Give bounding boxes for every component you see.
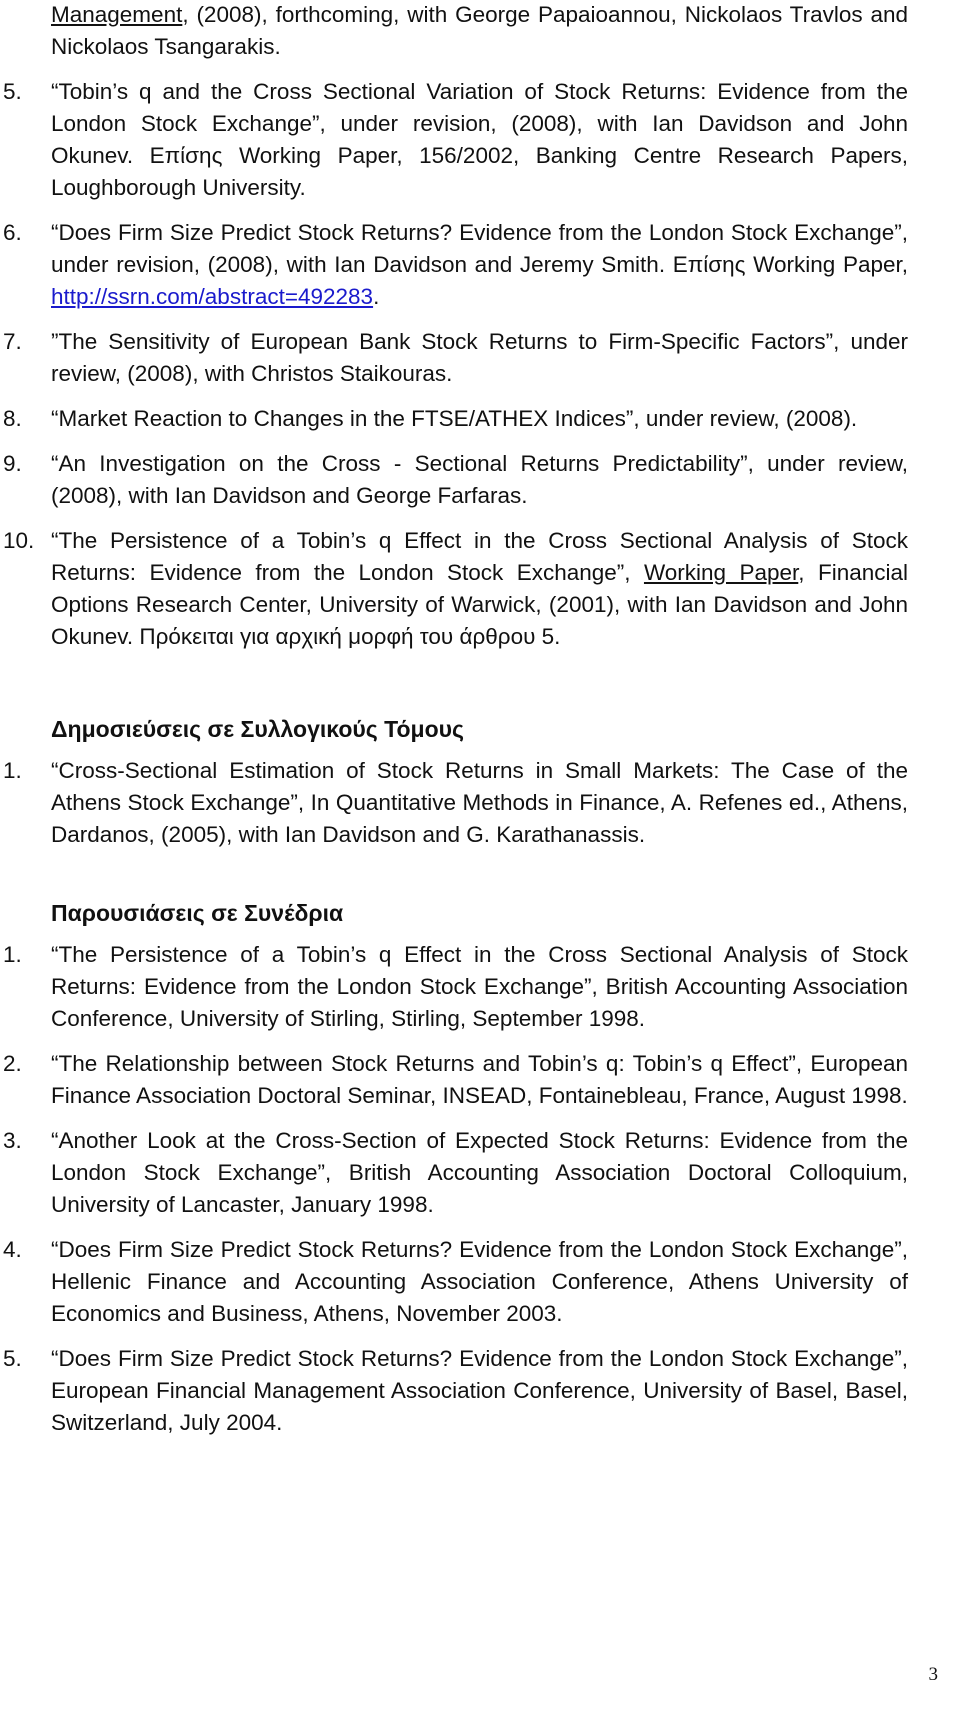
item-text: “Another Look at the Cross-Section of Expected Stock Returns: Evidence from the London Stock Exchange”, British Accounting Association Doctoral Colloquium, University of Lancaster, January 1998. [51, 1128, 908, 1217]
item-text: “Cross-Sectional Estimation of Stock Returns in Small Markets: The Case of the Athens Stock Exchange”, In Quantitative Methods in Finance, A. Refenes ed., Athens, Dardanos, (2005), with Ian Davidson and G. Karathanassis. [51, 758, 908, 847]
item-number: 2. [3, 1051, 22, 1076]
continuation-journal: Management [51, 2, 183, 27]
item-text: “Tobin’s q and the Cross Sectional Variation of Stock Returns: Evidence from the London Stock Exchange”, under revision, (2008), with Ian Davidson and John Okunev. Επίσης Working Paper, 156/2002, Banking Centre Research Papers, Loughborough University. [51, 79, 908, 200]
item-number: 1. [3, 942, 22, 967]
item-text-before: “The Persistence of a Tobin’s q Effect in the Cross Sectional Analysis of Stock Returns: Evidence from the London Stock Exchange”, [51, 528, 908, 585]
item-number: 3. [3, 1128, 22, 1153]
conference-item-4 [0, 1234, 908, 1330]
paper-item-8 [0, 403, 908, 435]
item-text: “Does Firm Size Predict Stock Returns? Evidence from the London Stock Exchange”, European Financial Management Association Conference, University of Basel, Basel, Switzerland, July 2004. [51, 1346, 908, 1435]
section-heading-volumes: Δημοσιεύσεις σε Συλλογικούς Τόμους [51, 716, 464, 742]
item-text [51, 217, 908, 313]
item-number: 10. [3, 528, 35, 553]
conference-item-1 [0, 939, 908, 1035]
conference-item-2 [0, 1048, 908, 1112]
ssrn-link[interactable]: http://ssrn.com/abstract=492283 [51, 284, 374, 309]
item-text-before: “Does Firm Size Predict Stock Returns? Evidence from the London Stock Exchange”, under revision, (2008), with Ian Davidson and Jeremy Smith. Επίσης Working Paper, [51, 220, 908, 277]
page-number: 3 [928, 1664, 938, 1685]
item-text: “The Persistence of a Tobin’s q Effect in the Cross Sectional Analysis of Stock Returns: Evidence from the London Stock Exchange”, British Accounting Association Conference, University of Stirling, Stirling, September 1998. [51, 942, 908, 1031]
section-heading-conferences: Παρουσιάσεις σε Συνέδρια [51, 900, 344, 926]
item-text: “An Investigation on the Cross - Sectional Returns Predictability”, under review, (2008), with Ian Davidson and George Farfaras. [51, 451, 908, 508]
item-number: 4. [3, 1237, 22, 1262]
item-text-after: , Financial Options Research Center, University of Warwick, (2001), with Ian Davidson and John Okunev. Πρόκειται για αρχική μορφή του άρθρου 5. [51, 560, 908, 649]
conference-item-5 [0, 1343, 908, 1439]
conference-item-3 [0, 1125, 908, 1221]
item-number: 8. [3, 406, 22, 431]
paper-item-5 [0, 76, 908, 204]
paper-item-10 [0, 525, 908, 653]
paper-item-9 [0, 448, 908, 512]
paper-item-6 [0, 217, 908, 313]
item-text-after: . [373, 284, 380, 309]
item-number: 6. [3, 220, 22, 245]
volume-item-1 [0, 755, 908, 851]
item-text: ”The Sensitivity of European Bank Stock Returns to Firm-Specific Factors”, under review, (2008), with Christos Staikouras. [51, 329, 908, 386]
continuation-text [0, 0, 908, 63]
item-number: 1. [3, 758, 22, 783]
item-text: “The Relationship between Stock Returns and Tobin’s q: Tobin’s q Effect”, European Finance Association Doctoral Seminar, INSEAD, Fontainebleau, France, August 1998. [51, 1051, 908, 1108]
item-text: “Does Firm Size Predict Stock Returns? Evidence from the London Stock Exchange”, Hellenic Finance and Accounting Association Conference, Athens University of Economics and Business, Athens, November 2003. [51, 1237, 908, 1326]
item-text [51, 525, 908, 653]
continuation-rest: , (2008), forthcoming, with George Papaioannou, Nickolaos Travlos and Nickolaos Tsangarakis. [51, 2, 908, 59]
item-number: 5. [3, 1346, 22, 1371]
item-number: 9. [3, 451, 22, 476]
paper-item-7 [0, 326, 908, 390]
working-paper-underlined: Working Paper [643, 560, 799, 585]
item-text: “Market Reaction to Changes in the FTSE/ATHEX Indices”, under review, (2008). [51, 406, 858, 431]
item-number: 5. [3, 79, 22, 104]
item-number: 7. [3, 329, 22, 354]
